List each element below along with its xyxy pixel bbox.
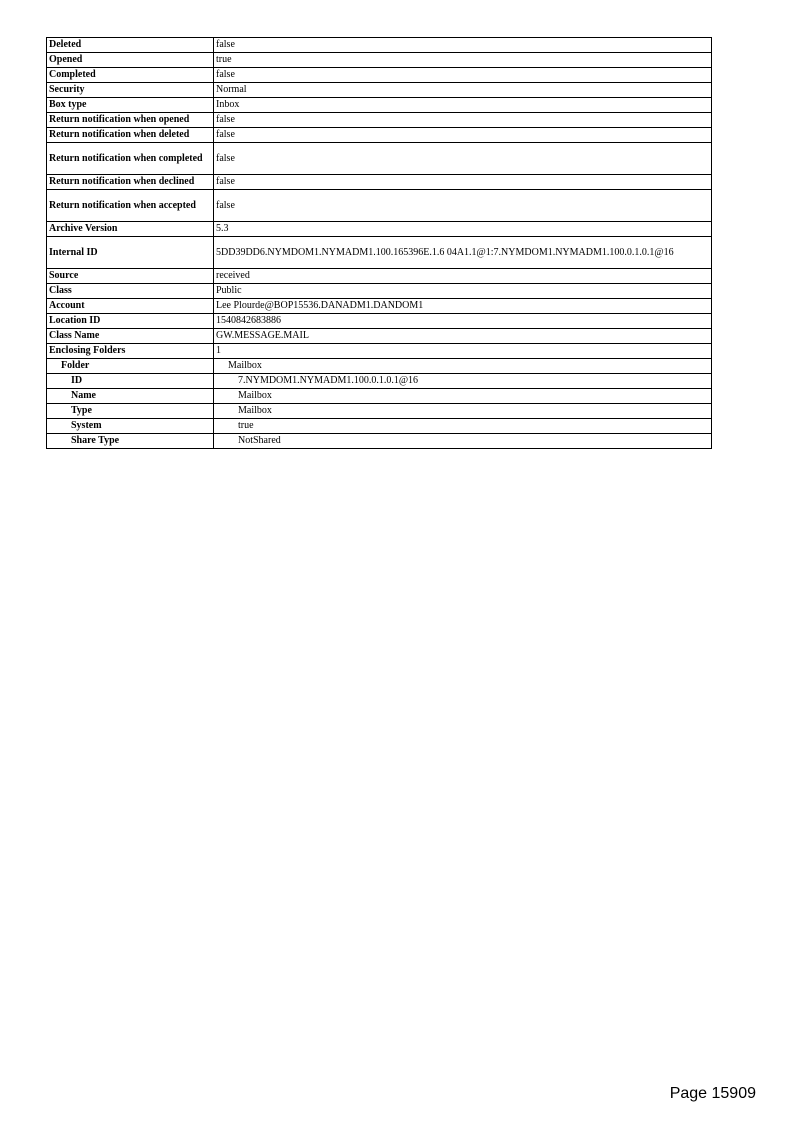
property-row [47,269,712,284]
property-row [47,143,712,175]
property-row [47,98,712,113]
property-value: false [214,175,712,190]
property-row [47,68,712,83]
property-label: Completed [47,68,214,83]
property-label: Class [47,284,214,299]
property-row [47,83,712,98]
property-label: Class Name [47,329,214,344]
folder-row [47,359,712,374]
folder-property-label: Name [47,389,214,404]
property-row [47,175,712,190]
property-value: 5DD39DD6.NYMDOM1.NYMADM1.100.165396E.1.6 04A1.1@1:7.NYMDOM1.NYMADM1.100.0.1.0.1@16 [214,237,712,269]
property-label: Return notification when opened [47,113,214,128]
folder-property-label: System [47,419,214,434]
property-value: true [214,53,712,68]
property-label: Box type [47,98,214,113]
property-label: Security [47,83,214,98]
property-row [47,329,712,344]
property-value: Normal [214,83,712,98]
property-value: false [214,113,712,128]
folder-property-label: ID [47,374,214,389]
folder-property-value: Mailbox [214,404,712,419]
property-value: false [214,38,712,53]
property-label: Enclosing Folders [47,344,214,359]
property-label: Opened [47,53,214,68]
property-row [47,344,712,359]
page-number: Page 15909 [669,1085,756,1102]
folder-property-row [47,404,712,419]
property-label: Account [47,299,214,314]
property-value: Inbox [214,98,712,113]
property-value: received [214,269,712,284]
property-label: Deleted [47,38,214,53]
folder-label: Folder [47,359,214,374]
property-value: GW.MESSAGE.MAIL [214,329,712,344]
folder-property-value: true [214,419,712,434]
property-row [47,38,712,53]
folder-property-value: Mailbox [214,389,712,404]
folder-property-row [47,389,712,404]
property-label: Archive Version [47,222,214,237]
property-value: false [214,68,712,83]
property-label: Return notification when deleted [47,128,214,143]
property-row [47,190,712,222]
property-row [47,222,712,237]
property-value: 1540842683886 [214,314,712,329]
property-label: Source [47,269,214,284]
property-value: Lee Plourde@BOP15536.DANADM1.DANDOM1 [214,299,712,314]
property-row [47,299,712,314]
property-value: false [214,190,712,222]
folder-property-value: NotShared [214,434,712,449]
property-row [47,237,712,269]
property-value: false [214,128,712,143]
property-row [47,113,712,128]
property-row [47,284,712,299]
folder-property-label: Type [47,404,214,419]
property-label: Return notification when completed [47,143,214,175]
folder-property-label: Share Type [47,434,214,449]
property-value: Public [214,284,712,299]
properties-table [46,37,712,449]
property-row [47,314,712,329]
folder-property-row [47,419,712,434]
folder-property-row [47,434,712,449]
property-row [47,53,712,68]
folder-value: Mailbox [214,359,712,374]
property-label: Return notification when accepted [47,190,214,222]
property-value: 1 [214,344,712,359]
property-value: 5.3 [214,222,712,237]
folder-property-value: 7.NYMDOM1.NYMADM1.100.0.1.0.1@16 [214,374,712,389]
property-row [47,128,712,143]
property-label: Location ID [47,314,214,329]
folder-property-row [47,374,712,389]
property-value: false [214,143,712,175]
property-label: Return notification when declined [47,175,214,190]
property-label: Internal ID [47,237,214,269]
